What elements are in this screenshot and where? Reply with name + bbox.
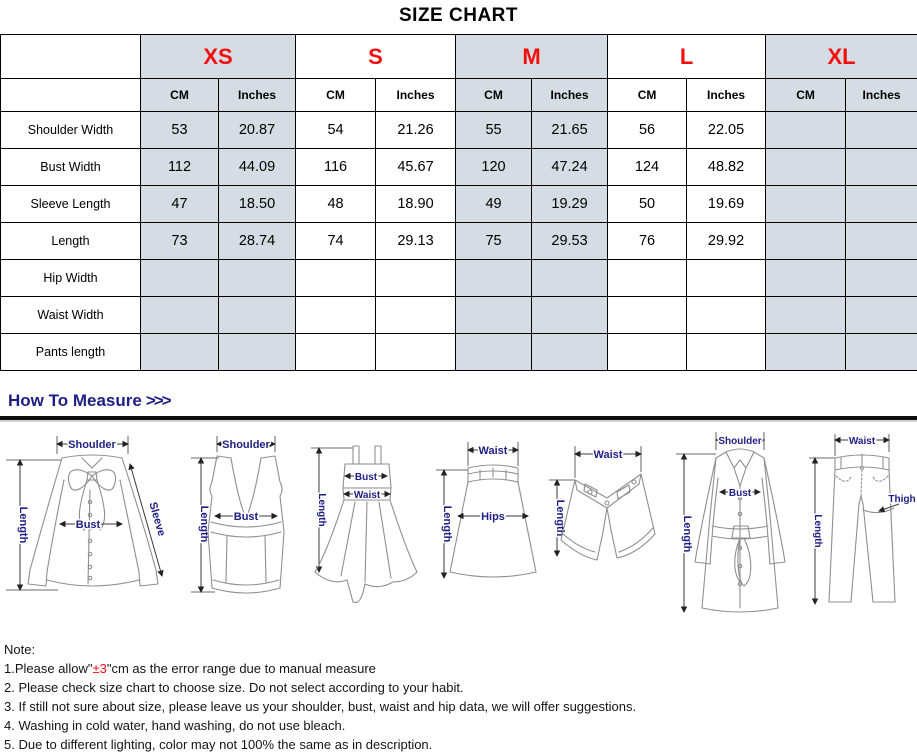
skirt-figure — [430, 424, 545, 630]
table-cell — [846, 149, 917, 186]
size-header-s: S — [296, 35, 456, 79]
table-cell: 53 — [141, 112, 219, 149]
table-cell: 47 — [141, 186, 219, 223]
pants-length-label: Length — [812, 514, 823, 547]
size-header-l: L — [608, 35, 766, 79]
row-label: Hip Width — [1, 260, 141, 297]
table-cell: 19.29 — [532, 186, 608, 223]
table-cell: 29.13 — [376, 223, 456, 260]
table-cell: 124 — [608, 149, 687, 186]
row-label: Shoulder Width — [1, 112, 141, 149]
table-cell — [376, 334, 456, 371]
table-cell — [456, 334, 532, 371]
tank-bust-label: Bust — [234, 511, 259, 523]
table-cell — [532, 260, 608, 297]
table-cell: 54 — [296, 112, 376, 149]
coat-shoulder-label: Shoulder — [718, 436, 761, 447]
table-cell: 50 — [608, 186, 687, 223]
table-cell: 22.05 — [687, 112, 766, 149]
table-cell — [846, 334, 917, 371]
table-row — [1, 223, 917, 260]
table-cell: 120 — [456, 149, 532, 186]
table-cell — [376, 260, 456, 297]
unit-inches: Inches — [219, 79, 296, 112]
table-row — [1, 186, 917, 223]
tank-length-label: Length — [198, 506, 210, 543]
skirt-waist-label: Waist — [479, 445, 508, 457]
shorts-waist-label: Waist — [594, 449, 623, 461]
table-cell — [141, 260, 219, 297]
table-row — [1, 334, 917, 371]
table-cell: 73 — [141, 223, 219, 260]
table-cell — [219, 297, 296, 334]
unit-inches: Inches — [376, 79, 456, 112]
table-cell — [687, 297, 766, 334]
dress-waist-label: Waist — [354, 490, 381, 501]
coat-figure — [670, 424, 805, 630]
table-cell — [532, 297, 608, 334]
table-cell: 45.67 — [376, 149, 456, 186]
table-cell — [608, 334, 687, 371]
unit-inches: Inches — [532, 79, 608, 112]
blouse-length-label: Length — [17, 507, 29, 544]
table-cell — [296, 334, 376, 371]
shorts-length-label: Length — [554, 500, 566, 537]
how-to-measure-text: How To Measure — [8, 391, 142, 410]
unit-inches: Inches — [846, 79, 917, 112]
table-cell: 21.26 — [376, 112, 456, 149]
skirt-hips-label: Hips — [481, 511, 505, 523]
pants-figure — [805, 424, 917, 630]
size-chart-table — [0, 34, 917, 371]
table-cell — [846, 223, 917, 260]
note-1-suffix: "cm as the error range due to manual measure — [107, 661, 376, 676]
row-label: Waist Width — [1, 297, 141, 334]
note-1-prefix: 1.Please allow" — [4, 661, 92, 676]
table-cell: 49 — [456, 186, 532, 223]
table-cell: 18.90 — [376, 186, 456, 223]
table-cell: 75 — [456, 223, 532, 260]
table-cell — [456, 260, 532, 297]
table-cell: 48.82 — [687, 149, 766, 186]
table-cell — [608, 297, 687, 334]
blouse-sleeve-label: Sleeve — [146, 501, 167, 538]
skirt-length-label: Length — [441, 506, 453, 543]
pants-waist-label: Waist — [849, 436, 876, 447]
table-cell: 21.65 — [532, 112, 608, 149]
table-cell — [296, 260, 376, 297]
tank-top-figure — [185, 424, 303, 630]
table-cell — [608, 260, 687, 297]
table-cell: 56 — [608, 112, 687, 149]
table-cell — [687, 260, 766, 297]
table-cell: 55 — [456, 112, 532, 149]
row-label: Length — [1, 223, 141, 260]
unit-cm: CM — [766, 79, 846, 112]
shorts-figure — [545, 424, 670, 630]
table-cell — [219, 260, 296, 297]
note-1-tolerance: ±3 — [92, 661, 106, 676]
table-cell: 112 — [141, 149, 219, 186]
table-cell: 18.50 — [219, 186, 296, 223]
row-label: Pants length — [1, 334, 141, 371]
row-label: Bust Width — [1, 149, 141, 186]
table-cell — [141, 334, 219, 371]
unit-inches: Inches — [687, 79, 766, 112]
size-header-m: M — [456, 35, 608, 79]
table-cell: 19.69 — [687, 186, 766, 223]
corner-cell — [1, 35, 141, 79]
chevron-right-icon: >>> — [146, 391, 170, 410]
table-cell — [846, 297, 917, 334]
unit-cm: CM — [456, 79, 532, 112]
notes-section — [4, 640, 917, 754]
table-cell — [141, 297, 219, 334]
table-cell — [766, 223, 846, 260]
note-line-2: 2. Please check size chart to choose size. Do not select according to your habit. — [4, 678, 917, 697]
how-to-measure-heading — [8, 391, 917, 411]
note-line-5: 5. Due to different lighting, color may not 100% the same as in description. — [4, 735, 917, 754]
note-line-3: 3. If still not sure about size, please leave us your shoulder, bust, waist and hip data, we will offer suggestions. — [4, 697, 917, 716]
unit-header-row — [1, 79, 917, 112]
table-cell — [687, 334, 766, 371]
dress-bust-label: Bust — [355, 472, 378, 483]
table-cell — [766, 297, 846, 334]
table-cell — [219, 334, 296, 371]
table-cell — [766, 186, 846, 223]
blouse-figure — [0, 424, 185, 630]
table-cell — [846, 260, 917, 297]
table-cell: 74 — [296, 223, 376, 260]
table-row — [1, 112, 917, 149]
table-row — [1, 260, 917, 297]
divider — [0, 416, 917, 420]
unit-cm: CM — [141, 79, 219, 112]
blouse-shoulder-label: Shoulder — [68, 439, 116, 451]
unit-cm: CM — [608, 79, 687, 112]
table-cell — [766, 112, 846, 149]
table-cell: 47.24 — [532, 149, 608, 186]
measure-figures — [0, 424, 917, 630]
note-line-4: 4. Washing in cold water, hand washing, do not use bleach. — [4, 716, 917, 735]
row-label: Sleeve Length — [1, 186, 141, 223]
coat-length-label: Length — [681, 516, 693, 553]
table-row — [1, 297, 917, 334]
table-cell: 29.53 — [532, 223, 608, 260]
size-header-row — [1, 35, 917, 79]
table-cell — [766, 260, 846, 297]
table-cell — [456, 297, 532, 334]
size-header-xs: XS — [141, 35, 296, 79]
table-row — [1, 149, 917, 186]
table-cell: 48 — [296, 186, 376, 223]
unit-cm: CM — [296, 79, 376, 112]
corner-cell — [1, 79, 141, 112]
table-cell: 44.09 — [219, 149, 296, 186]
table-cell: 116 — [296, 149, 376, 186]
table-cell — [846, 112, 917, 149]
table-cell — [846, 186, 917, 223]
table-cell: 28.74 — [219, 223, 296, 260]
notes-heading: Note: — [4, 640, 917, 659]
table-cell — [766, 149, 846, 186]
tank-shoulder-label: Shoulder — [222, 439, 270, 451]
table-cell: 29.92 — [687, 223, 766, 260]
pants-thigh-label: Thigh — [888, 494, 915, 505]
table-cell — [296, 297, 376, 334]
dress-length-label: Length — [316, 493, 327, 526]
note-line-1 — [4, 659, 917, 678]
blouse-bust-label: Bust — [76, 519, 101, 531]
table-cell: 20.87 — [219, 112, 296, 149]
coat-bust-label: Bust — [729, 488, 752, 499]
size-header-xl: XL — [766, 35, 917, 79]
dress-figure — [303, 424, 430, 630]
table-cell — [766, 334, 846, 371]
table-cell: 76 — [608, 223, 687, 260]
table-cell — [376, 297, 456, 334]
table-cell — [532, 334, 608, 371]
page-title: SIZE CHART — [0, 0, 917, 34]
